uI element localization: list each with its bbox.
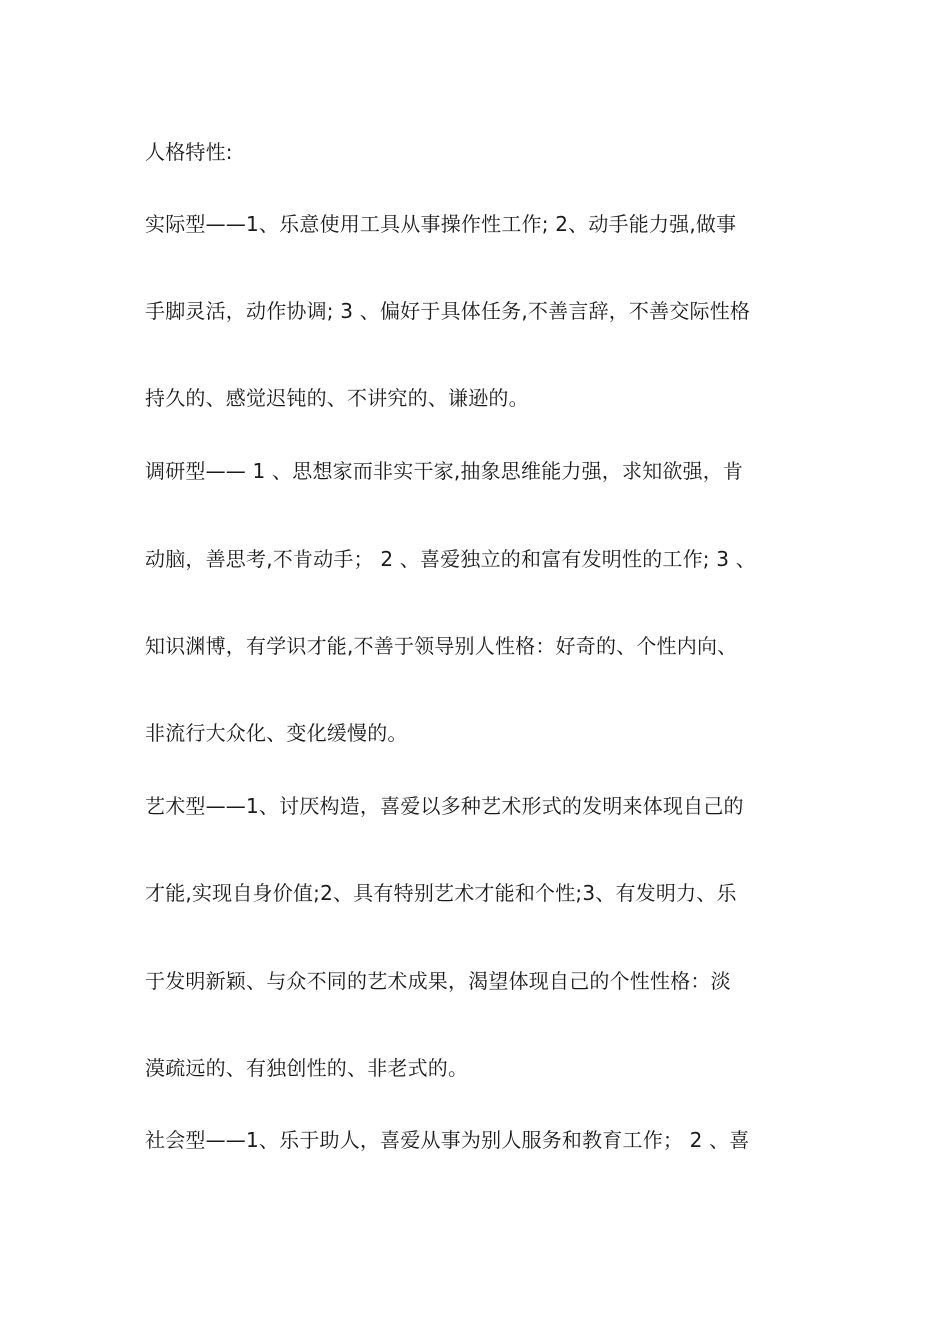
- paragraph-realistic-line-1: 实际型——1、乐意使用工具从事操作性工作; 2、动手能力强,做事: [145, 212, 737, 236]
- paragraph-investigative-line-2: 动脑，善思考,不肯动手； 2 、喜爱独立的和富有发明性的工作; 3 、: [145, 547, 756, 571]
- paragraph-investigative-line-4: 非流行大众化、变化缓慢的。: [145, 721, 408, 745]
- paragraph-artistic-line-2: 才能,实现自身价值;2、具有特别艺术才能和个性;3、有发明力、乐: [145, 881, 737, 905]
- heading-personality-traits: 人格特性:: [145, 140, 233, 164]
- paragraph-artistic-line-1: 艺术型——1、讨厌构造，喜爱以多种艺术形式的发明来体现自己的: [145, 794, 744, 818]
- paragraph-realistic-line-3: 持久的、感觉迟钝的、不讲究的、谦逊的。: [145, 386, 529, 410]
- paragraph-artistic-line-4: 漠疏远的、有独创性的、非老式的。: [145, 1056, 469, 1080]
- paragraph-realistic-line-2: 手脚灵活，动作协调; 3 、偏好于具体任务,不善言辞，不善交际性格: [145, 299, 751, 323]
- paragraph-artistic-line-3: 于发明新颖、与众不同的艺术成果，渴望体现自己的个性性格：淡: [145, 969, 731, 993]
- paragraph-social-line-1: 社会型——1、乐于助人，喜爱从事为别人服务和教育工作； 2 、喜: [145, 1128, 750, 1152]
- paragraph-investigative-line-3: 知识渊博，有学识才能,不善于领导别人性格：好奇的、个性内向、: [145, 634, 738, 658]
- paragraph-investigative-line-1: 调研型—— 1 、思想家而非实干家,抽象思维能力强，求知欲强，肯: [145, 459, 744, 483]
